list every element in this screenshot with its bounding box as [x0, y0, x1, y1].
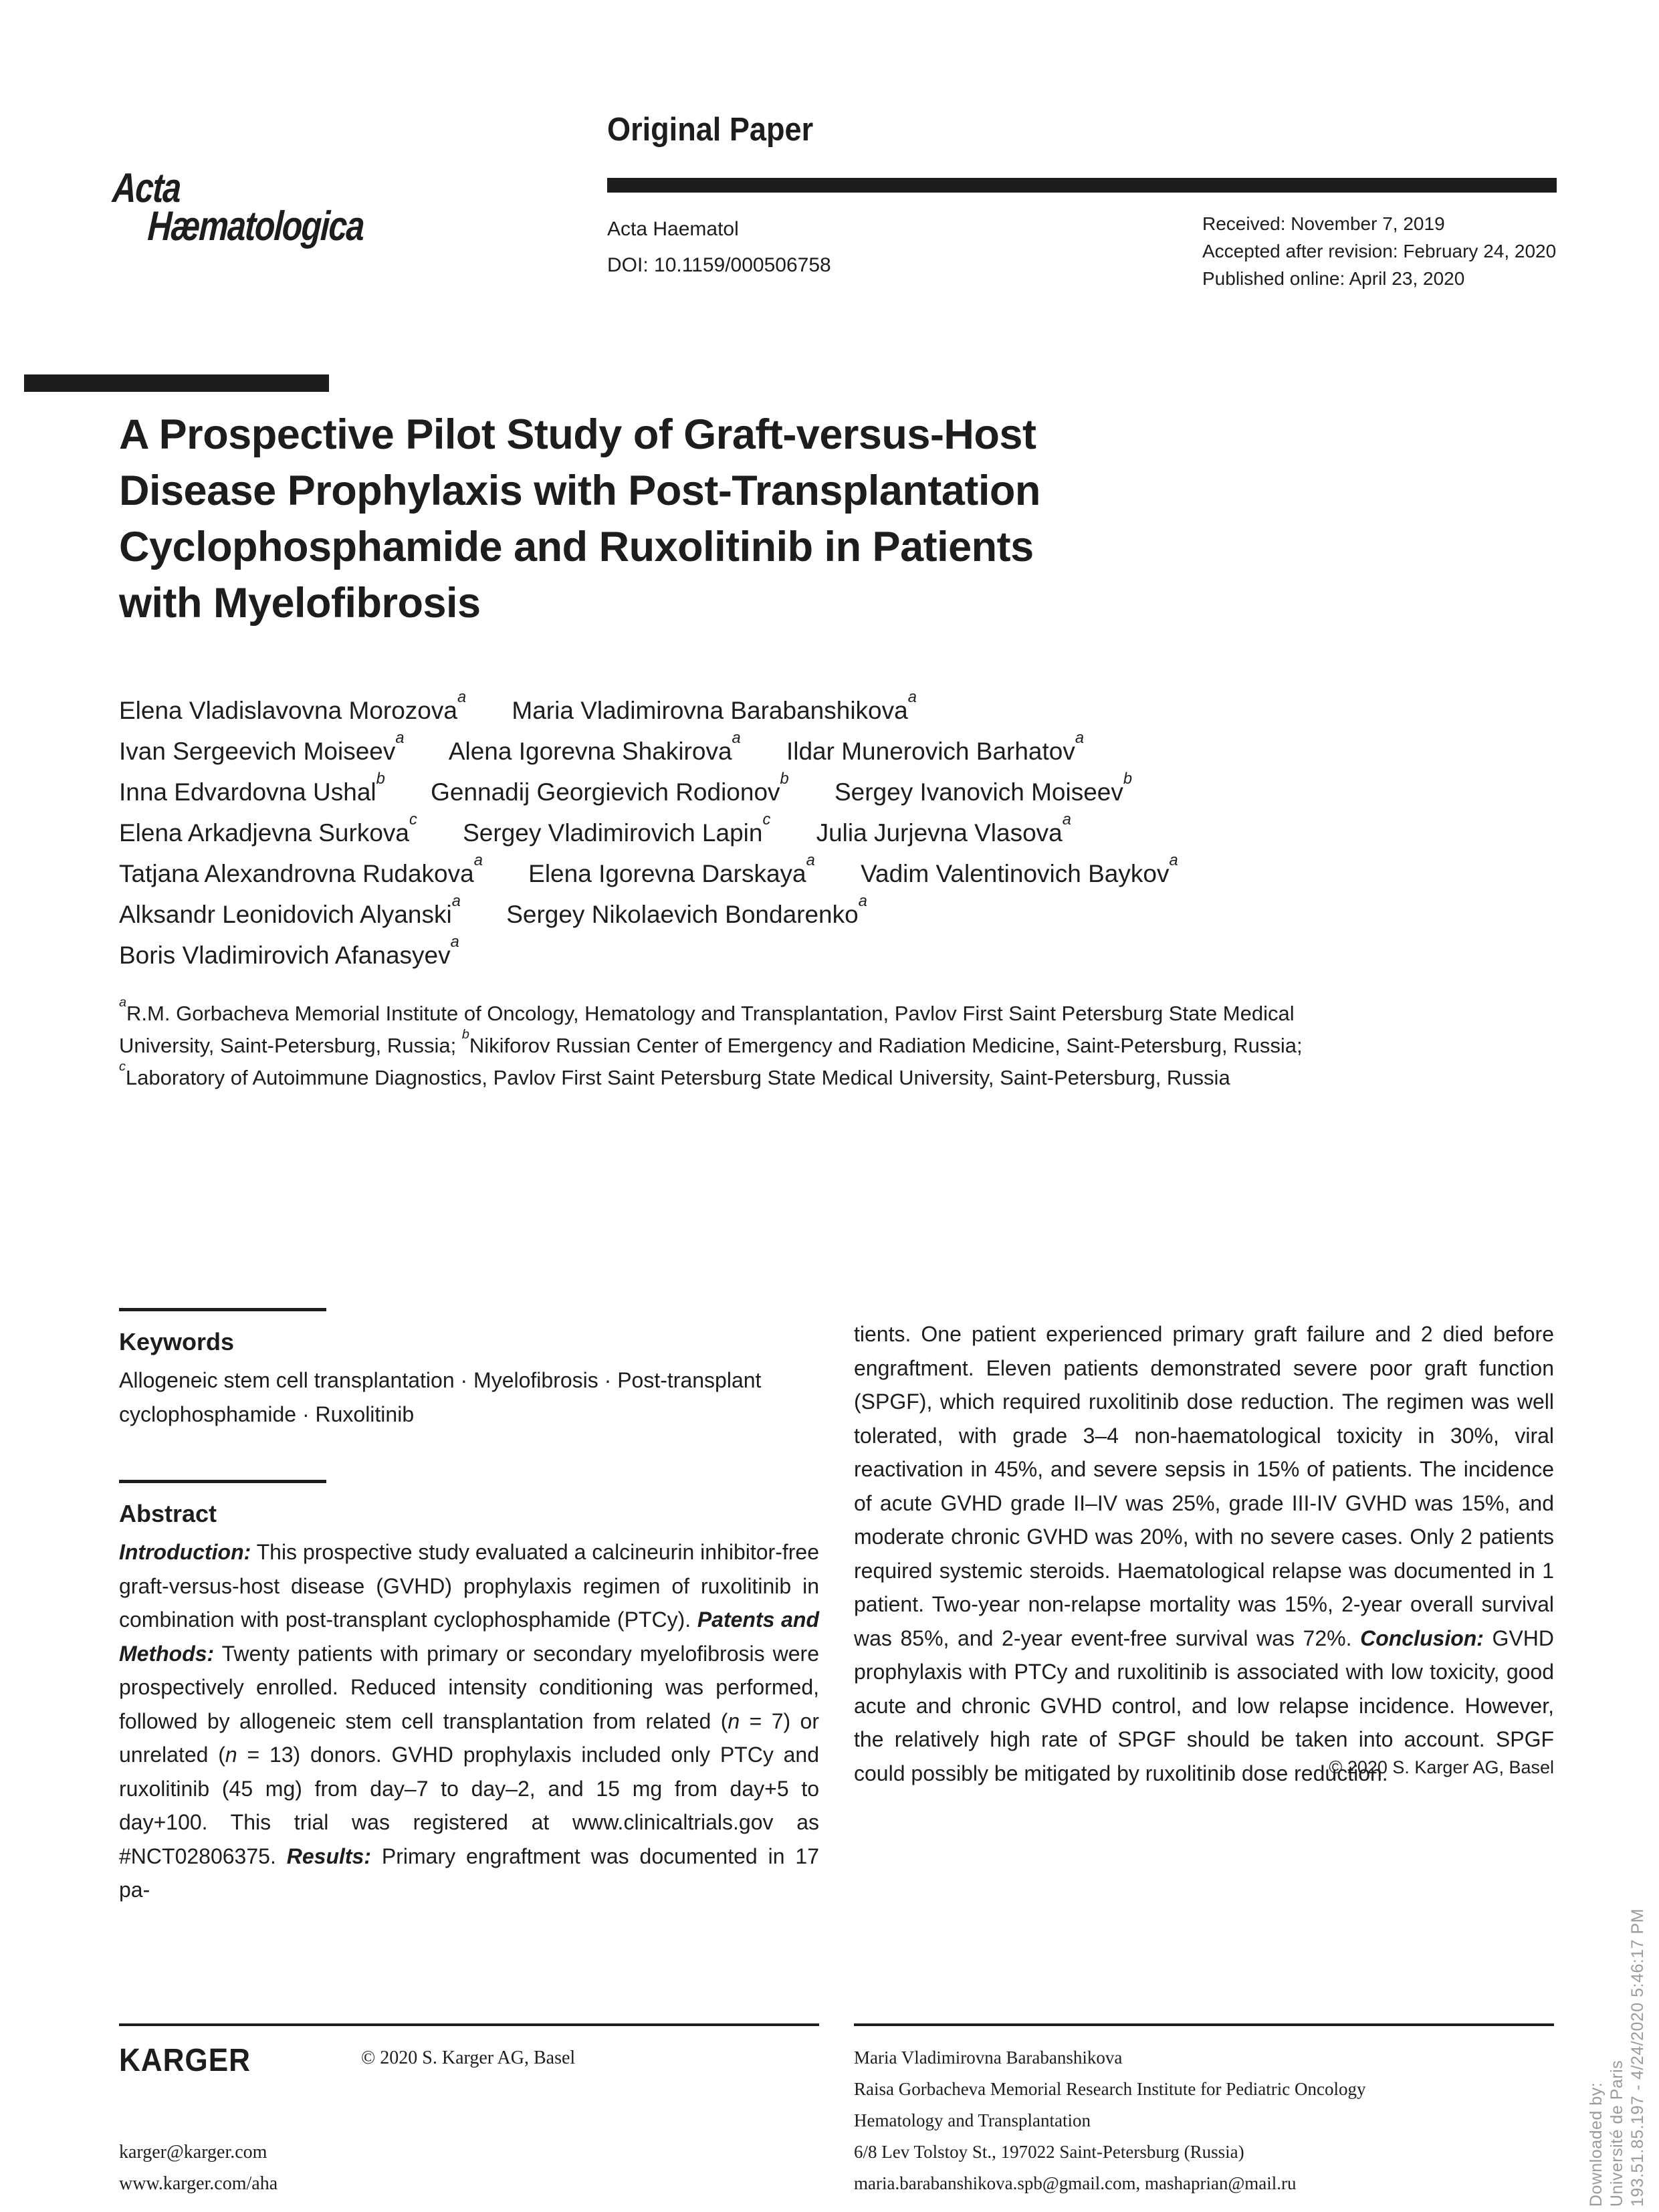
author: Gennadij Georgievich Rodionov$^b$	[431, 770, 789, 806]
author-row	[119, 690, 1178, 731]
affiliation-sup: a	[395, 729, 405, 747]
author: Elena Arkadjevna Surkova$^c$	[119, 810, 417, 847]
author: Ivan Sergeevich Moiseev$^a$	[119, 729, 405, 765]
abstract-run: tients. One patient experienced primary graft failure and 2 died before engraftment. Eleven patients demonstrated severe poor graft function (SPGF), which required ruxolitinib dose reduction. The regimen was well tolerated, with grade 3–4 non-haematological toxicity in 30%, viral reactivation in 45%, and severe sepsis in 15% of patients. The incidence of acute GVHD grade II–IV was 25%, grade III-IV GVHD was 15%, and moderate chronic GVHD was 20%, with no severe cases. Only 2 patients required systemic steroids. Haematological relapse was documented in 1 patient. Two-year non-relapse mortality was 15%, 2-year overall survival was 85%, and 2-year event-free survival was 72%.	[854, 1322, 1554, 1650]
affiliation-sup: a	[858, 892, 867, 910]
affiliation-text: Nikiforov Russian Center of Emergency and Radiation Medicine, Saint-Petersburg, Russia;	[469, 1034, 1303, 1057]
affiliation-sup: b	[780, 770, 789, 788]
journal-citation: Acta Haematol	[607, 218, 739, 240]
abstract-run-italic: n	[225, 1743, 237, 1767]
abstract-label: Introduction:	[119, 1540, 251, 1564]
author: Julia Jurjevna Vlasova$^a$	[816, 810, 1071, 847]
affiliation-sup: c	[409, 810, 417, 828]
title-line: Cyclophosphamide and Ruxolitinib in Patients	[119, 524, 1034, 570]
affiliation-sup: a	[451, 892, 461, 910]
accepted-date: Accepted after revision: February 24, 2020	[1202, 241, 1557, 261]
footer-copyright: © 2020 S. Karger AG, Basel	[361, 2048, 576, 2068]
affiliation-text: Laboratory of Autoimmune Diagnostics, Pavlov First Saint Petersburg State Medical University, Saint-Petersburg, Russia	[125, 1066, 1230, 1089]
publisher-email: karger@karger.com	[119, 2142, 267, 2163]
publisher-website: www.karger.com/aha	[119, 2173, 278, 2194]
author: Sergey Vladimirovich Lapin$^c$	[463, 810, 771, 847]
watermark-line: Downloaded by:	[1587, 2082, 1606, 2207]
affiliation-sup: b	[1123, 770, 1133, 788]
abstract-text-right	[854, 1317, 1554, 1790]
affiliation-sup: a	[457, 688, 467, 706]
abstract-run: GVHD prophylaxis with PTCy and ruxolitinib is associated with low toxicity, good acute and chronic GVHD control, and low relapse incidence. However, the relatively high rate of SPGF should be taken into account. SPGF could possibly be mitigated by ruxolitinib dose reduction.	[854, 1626, 1554, 1785]
abstract-text-left	[119, 1535, 819, 1907]
published-date: Published online: April 23, 2020	[1202, 268, 1465, 289]
author-row	[119, 731, 1178, 772]
affiliation-sup: b	[461, 1026, 469, 1042]
author-row	[119, 772, 1178, 812]
author: Alksandr Leonidovich Alyanski$^a$	[119, 892, 461, 928]
watermark-line: 193.51.85.197 - 4/24/2020 5:46:17 PM	[1628, 1908, 1647, 2207]
left-column	[119, 1308, 819, 1907]
affiliation-sup: a	[1062, 810, 1071, 828]
affiliation-sup: a	[1075, 729, 1085, 747]
abstract-run-italic: n	[728, 1708, 740, 1733]
abstract-label: Results:	[286, 1844, 371, 1868]
spacer	[119, 1432, 819, 1480]
affiliation-sup: a	[473, 851, 483, 869]
download-watermark	[1586, 1908, 1648, 2207]
abstract-label: Patents and Methods:	[119, 1608, 820, 1666]
author: Boris Vladimirovich Afanasyev$^a$	[119, 933, 459, 969]
keywords-text: Allogeneic stem cell transplantation · Myelofibrosis · Post-transplant cyclophosphamide · Ruxolitinib	[119, 1368, 762, 1426]
correspondence-emails: maria.barabanshikova.spb@gmail.com, mashaprian@mail.ru	[854, 2173, 1297, 2193]
title-rule-bar	[24, 374, 329, 392]
publisher-contact	[119, 2136, 819, 2199]
author-list	[119, 690, 1178, 976]
correspondence-department: Hematology and Transplantation	[854, 2110, 1091, 2130]
journal-logo-line2: Hæmatologica	[146, 203, 365, 249]
article-dates-block	[1202, 210, 1556, 292]
abstract-run: This prospective study evaluated a calcineurin inhibitor-free graft-versus-host disease (GVHD) prophylaxis regimen of ruxolitinib in combination with post-transplant cyclophosphamide (PTCy).	[119, 1540, 819, 1632]
author-row	[119, 812, 1178, 853]
affiliation-sup: c	[119, 1059, 126, 1074]
journal-citation-block	[607, 211, 831, 284]
affiliation-sup: a	[119, 994, 127, 1010]
abstract-run: Twenty patients with primary or secondary myelofibrosis were prospectively enrolled. Reduced intensity conditioning was performed, followed by allogeneic stem cell transplantation from related (	[119, 1641, 819, 1733]
author: Inna Edvardovna Ushal$^b$	[119, 770, 385, 806]
journal-logo	[110, 165, 367, 249]
author: Tatjana Alexandrovna Rudakova$^a$	[119, 851, 483, 887]
correspondence-institute: Raisa Gorbacheva Memorial Research Institute for Pediatric Oncology	[854, 2079, 1366, 2099]
author: Vadim Valentinovich Baykov$^a$	[861, 851, 1178, 887]
affiliation-text: R.M. Gorbacheva Memorial Institute of Oncology, Hematology and Transplantation, Pavlov First Saint Petersburg State Medical University, Saint-Petersburg, Russia;	[119, 1002, 1295, 1057]
affiliation-sup: a	[732, 729, 741, 747]
abstract-run: = 7) or unrelated (	[119, 1708, 820, 1767]
abstract-run: Primary engraftment was documented in 17 pa-	[119, 1844, 820, 1902]
affiliation-sup: a	[806, 851, 815, 869]
affiliation-sup: c	[762, 810, 771, 828]
correspondence-address: 6/8 Lev Tolstoy St., 197022 Saint-Petersburg (Russia)	[854, 2142, 1244, 2162]
author: Elena Igorevna Darskaya$^a$	[528, 851, 815, 887]
karger-logo: KARGER	[119, 2043, 251, 2078]
affiliation-sup: a	[1169, 851, 1178, 869]
author: Maria Vladimirovna Barabanshikova$^a$	[512, 688, 917, 724]
footer-publisher-row	[119, 2042, 819, 2079]
keywords-heading: Keywords	[119, 1328, 235, 1355]
affiliation-sup: a	[907, 688, 917, 706]
author: Ildar Munerovich Barhatov$^a$	[786, 729, 1085, 765]
footer-left	[119, 2023, 819, 2199]
affiliation-sup: b	[376, 770, 385, 788]
author-row	[119, 935, 1178, 976]
author: Elena Vladislavovna Morozova$^a$	[119, 688, 467, 724]
received-date: Received: November 7, 2019	[1202, 213, 1445, 234]
journal-logo-line1: Acta	[111, 165, 182, 211]
author-row	[119, 853, 1178, 894]
section-label: Original Paper	[607, 112, 814, 148]
abstract-run: = 13) donors. GVHD prophylaxis included only PTCy and ruxolitinib (45 mg) from day–7 to day–2, and 15 mg from day+5 to day+100. This trial was registered at www.clinicaltrials.gov as #NCT02806375.	[119, 1743, 820, 1868]
author: Sergey Ivanovich Moiseev$^b$	[834, 770, 1133, 806]
author-row	[119, 894, 1178, 935]
abstract-rule	[119, 1480, 326, 1483]
correspondence-name: Maria Vladimirovna Barabanshikova	[854, 2048, 1123, 2068]
footer-right	[854, 2023, 1554, 2199]
abstract-heading: Abstract	[119, 1500, 217, 1527]
abstract-copyright: © 2020 S. Karger AG, Basel	[1329, 1757, 1554, 1777]
article-title	[119, 407, 1040, 631]
affiliations	[119, 994, 1329, 1094]
author: Sergey Nikolaevich Bondarenko$^a$	[506, 892, 867, 928]
header-rule-bar	[607, 178, 1557, 193]
right-column	[854, 1308, 1554, 1907]
watermark-line: Université de Paris	[1608, 2060, 1626, 2207]
abstract-label: Conclusion:	[1360, 1626, 1484, 1650]
keywords-rule	[119, 1308, 326, 1311]
title-line: A Prospective Pilot Study of Graft-versus-Host	[119, 411, 1036, 458]
author: Alena Igorevna Shakirova$^a$	[448, 729, 741, 765]
abstract-columns	[119, 1308, 1554, 1907]
title-line: with Myelofibrosis	[119, 580, 481, 627]
correspondence-block	[854, 2042, 1554, 2199]
affiliation-sup: a	[450, 933, 459, 951]
title-line: Disease Prophylaxis with Post-Transplantation	[119, 467, 1040, 514]
page-footer	[119, 2023, 1554, 2199]
article-doi: DOI: 10.1159/000506758	[607, 254, 831, 276]
